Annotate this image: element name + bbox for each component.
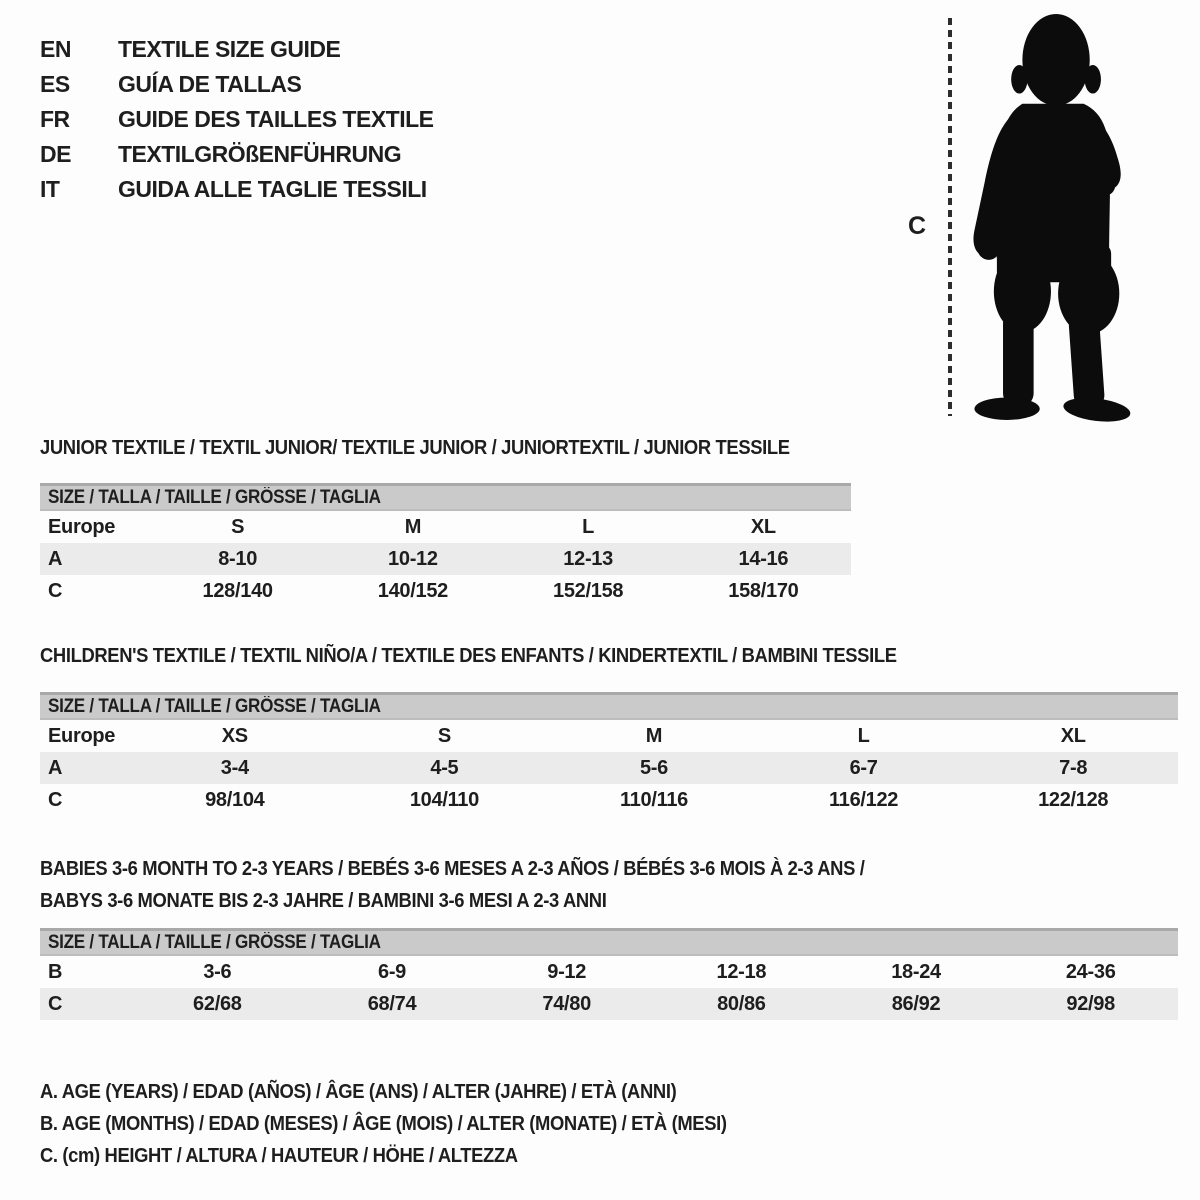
table-cell: 6-7 [849,756,878,779]
table-cell: 12-13 [563,547,613,570]
table-cell: L [857,724,870,747]
table-cell: 158/170 [728,579,799,602]
table-cell: 98/104 [205,788,265,811]
table-cell: 14-16 [738,547,789,570]
table-row [40,720,1178,752]
legend-item: C. (cm) HEIGHT / ALTURA / HAUTEUR / HÖHE / ALTEZZA [40,1145,518,1167]
legend-item: B. AGE (MONTHS) / EDAD (MESES) / ÂGE (MOIS) / ALTER (MONATE) / ETÀ (MESI) [40,1113,727,1135]
table-cell: L [582,515,595,538]
table-cell: 140/152 [377,579,448,602]
table-cell: 5-6 [639,756,668,779]
size-header-bar [40,928,1178,956]
table-cell: 122/128 [1038,788,1109,811]
table-cell: 74/80 [542,992,591,1015]
toddler-silhouette-icon [962,14,1144,422]
table-cell: M [645,724,663,747]
table-cell: XL [1060,724,1086,747]
table-cell: 10-12 [388,547,438,570]
legend-item: A. AGE (YEARS) / EDAD (AÑOS) / ÂGE (ANS) / ALTER (JAHRE) / ETÀ (ANNI) [40,1081,677,1103]
table-row [40,988,1178,1020]
language-title: TEXTILGRÖßENFÜHRUNG [118,141,402,167]
language-row [40,67,434,102]
height-measure-dashed-line [948,18,952,416]
height-measure-label: C [908,212,927,240]
children-table-section [40,645,1178,816]
language-title-list [40,32,434,207]
table-cell: M [404,515,422,538]
language-title: GUIDA ALLE TAGLIE TESSILI [118,176,427,202]
junior-table-section [40,437,851,607]
table-cell: 8-10 [218,547,258,570]
language-row [40,172,434,207]
section-title-babies-line2: BABYS 3-6 MONATE BIS 2-3 JAHRE / BAMBINI 3-6 MESI A 2-3 ANNI [40,890,607,912]
babies-table-section [40,853,1178,1020]
size-header-text: SIZE / TALLA / TAILLE / GRÖSSE / TAGLIA [48,931,381,953]
row-label: C [48,788,63,811]
row-label: A [48,547,63,570]
table-row [40,752,1178,784]
table-cell: 6-9 [378,960,407,983]
row-label: C [48,992,63,1015]
section-title-junior: JUNIOR TEXTILE / TEXTIL JUNIOR/ TEXTILE JUNIOR / JUNIORTEXTIL / JUNIOR TESSILE [40,437,790,459]
table-cell: XL [750,515,776,538]
language-code: FR [40,106,70,132]
table-cell: 3-4 [220,756,249,779]
table-cell: 62/68 [193,992,242,1015]
language-title: GUÍA DE TALLAS [118,71,302,97]
row-label: A [48,756,63,779]
legend [40,1076,786,1172]
children-table-rows [40,720,1178,816]
language-row [40,102,434,137]
table-cell: S [231,515,245,538]
language-code: ES [40,71,70,97]
table-cell: 152/158 [553,579,624,602]
row-label: C [48,579,63,602]
table-cell: 3-6 [203,960,232,983]
row-label: Europe [48,515,116,538]
language-row [40,137,434,172]
language-code: EN [40,36,71,62]
table-cell: 18-24 [891,960,941,983]
table-cell: 7-8 [1059,756,1088,779]
size-header-text: SIZE / TALLA / TAILLE / GRÖSSE / TAGLIA [48,486,381,508]
table-cell: XS [221,724,248,747]
table-cell: 86/92 [891,992,941,1015]
language-title: GUIDE DES TAILLES TEXTILE [118,106,434,132]
table-cell: 110/116 [619,788,688,811]
table-cell: 128/140 [202,579,273,602]
row-label: Europe [48,724,116,747]
table-cell: S [437,724,451,747]
size-header-bar [40,483,851,511]
section-title-babies-line1: BABIES 3-6 MONTH TO 2-3 YEARS / BEBÉS 3-6 MESES A 2-3 AÑOS / BÉBÉS 3-6 MOIS À 2-3 ANS / [40,858,865,880]
table-cell: 116/122 [829,788,899,811]
table-row [40,784,1178,816]
table-cell: 68/74 [367,992,417,1015]
section-title-children: CHILDREN'S TEXTILE / TEXTIL NIÑO/A / TEXTILE DES ENFANTS / KINDERTEXTIL / BAMBINI TESSILE [40,645,897,667]
language-title: TEXTILE SIZE GUIDE [118,36,341,62]
size-header-bar [40,692,1178,720]
size-header-text: SIZE / TALLA / TAILLE / GRÖSSE / TAGLIA [48,695,381,717]
table-cell: 9-12 [547,960,587,983]
table-row [40,511,851,543]
table-row [40,956,1178,988]
table-cell: 24-36 [1065,960,1116,983]
table-cell: 80/86 [717,992,766,1015]
language-code: IT [40,176,60,202]
language-row [40,32,434,67]
table-row [40,575,851,607]
table-cell: 12-18 [716,960,767,983]
row-label: B [48,960,63,983]
table-cell: 4-5 [430,756,459,779]
table-row [40,543,851,575]
table-cell: 104/110 [409,788,479,811]
table-cell: 92/98 [1066,992,1115,1015]
junior-table-rows [40,511,851,607]
language-code: DE [40,141,71,167]
babies-table-rows [40,956,1178,1020]
